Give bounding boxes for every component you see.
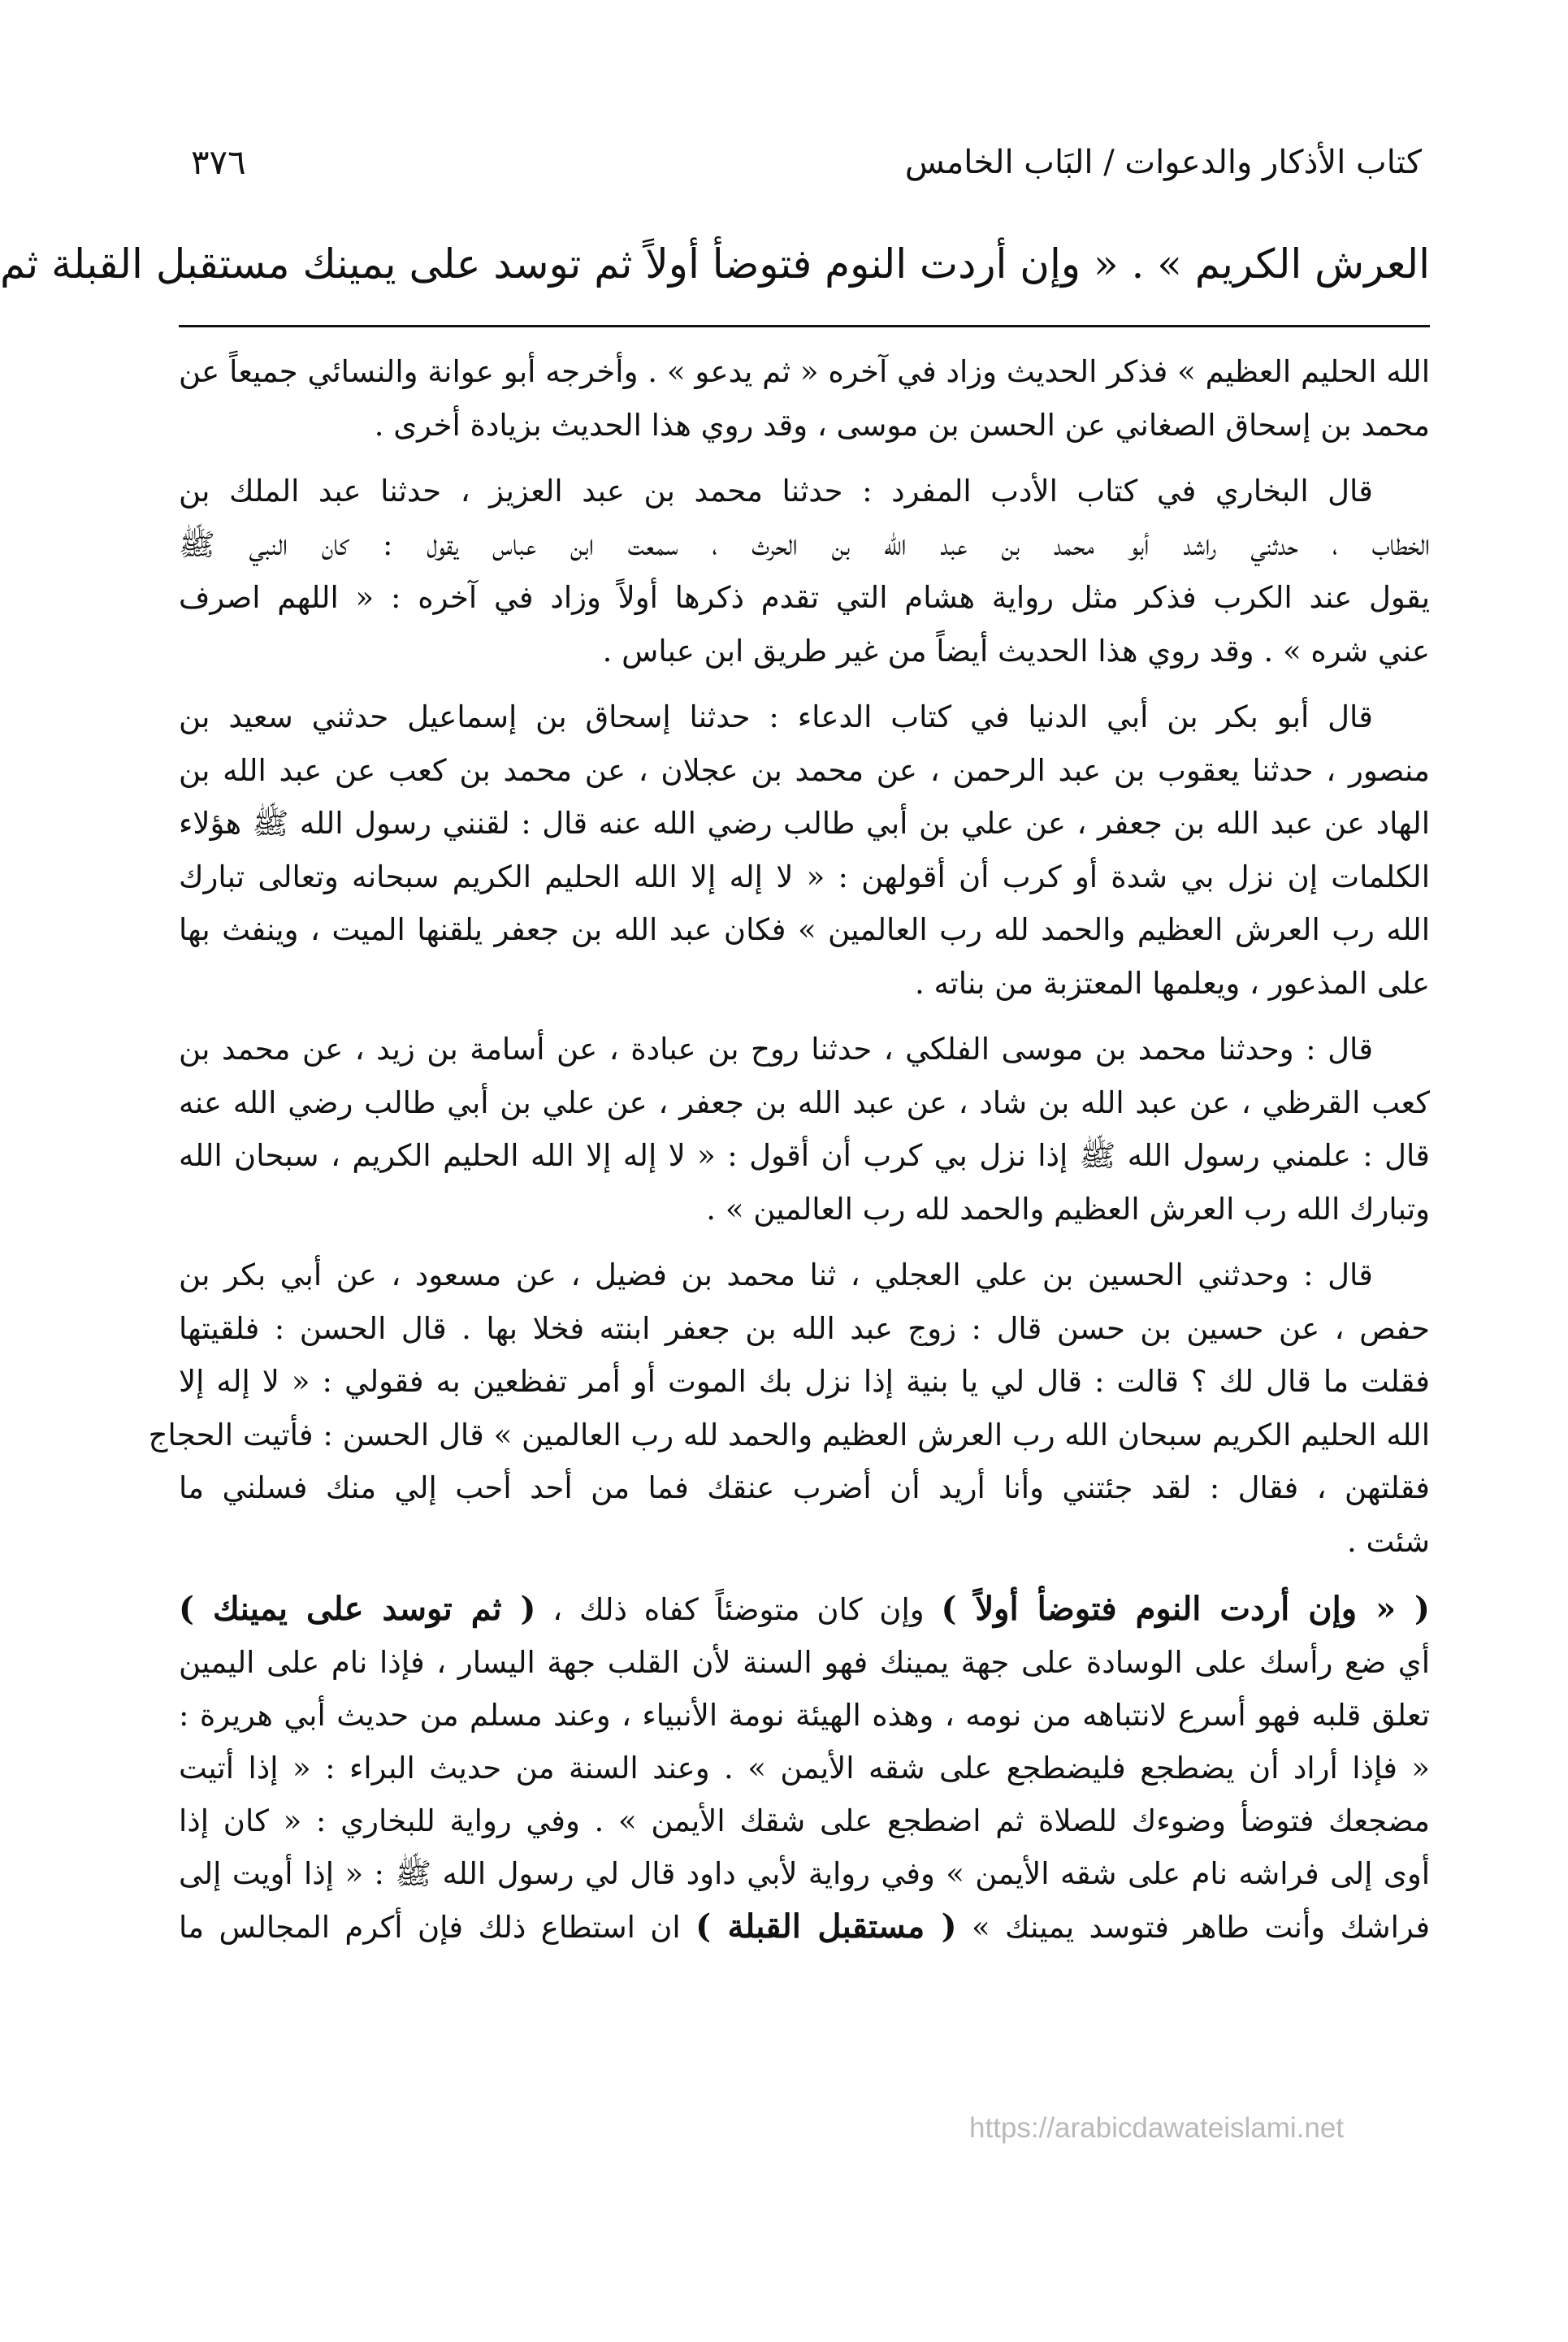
text-line: أوى إلى فراشه نام على شقه الأيمن » وفي رواية لأبي داود قال لي رسول الله ﷺ : « إذا أويت إلى xyxy=(179,1856,1430,1891)
text-line: حفص ، عن حسين بن حسن قال : زوج عبد الله بن جعفر ابنته فخلا بها . قال الحسن : فلقيتها xyxy=(179,1310,1430,1346)
text-line: الله الحليم الكريم سبحان الله رب العرش العظيم والحمد لله رب العالمين » قال الحسن : فأتيت الحجاج xyxy=(148,1417,1430,1452)
commentary-paragraph xyxy=(179,345,1430,452)
text-line: قال البخاري في كتاب الأدب المفرد : حدثنا محمد بن عبد العزيز ، حدثنا عبد الملك بن xyxy=(179,474,1373,509)
text-line: منصور ، حدثنا يعقوب بن عبد الرحمن ، عن محمد بن عجلان ، عن محمد بن كعب عن عبد الله بن xyxy=(179,752,1430,788)
text-line: فقلت ما قال لك ؟ قالت : قال لي يا بنية إذا نزل بك الموت أو أمر تفظعين به فقولي : « لا إله إلا xyxy=(179,1364,1430,1399)
text-run: ان استطاع ذلك فإن أكرم المجالس ما xyxy=(179,1910,681,1945)
text-line: الهاد عن عبد الله بن جعفر ، عن علي بن أبي طالب رضي الله عنه قال : لقنني رسول الله ﷺ هؤلاء xyxy=(179,806,1430,841)
text-line: يقول عند الكرب فذكر مثل رواية هشام التي تقدم ذكرها أولاً وزاد في آخره : « اللهم اصرف xyxy=(179,580,1430,615)
text-line: تعلق قلبه فهو أسرع لانتباهه من نومه ، وهذه الهيئة نومة الأنبياء ، وعند مسلم من حديث أبي هريرة : xyxy=(179,1698,1431,1733)
text-line: محمد بن إسحاق الصغاني عن الحسن بن موسى ، وقد روي هذا الحديث بزيادة أخرى . xyxy=(374,407,1430,443)
main-text-line: العرش الكريم » . « وإن أردت النوم فتوضأ أولاً ثم توسد على يمينك مستقبل القبلة ثم xyxy=(0,240,1430,288)
lemma-phrase: ( مستقبل القبلة ) xyxy=(695,1907,957,1946)
page-number: ٣٧٦ xyxy=(191,142,246,182)
commentary-paragraph xyxy=(179,1023,1430,1236)
text-line: قال : وحدثنا محمد بن موسى الفلكي ، حدثنا روح بن عبادة ، عن أسامة بن زيد ، عن محمد بن xyxy=(179,1032,1373,1067)
footnote-divider xyxy=(179,325,1430,327)
text-line: الله الحليم العظيم » فذكر الحديث وزاد في آخره « ثم يدعو » . وأخرجه أبو عوانة والنسائي جميعاً عن xyxy=(179,354,1430,389)
text-line: الكلمات إن نزل بي شدة أو كرب أن أقولهن : « لا إله إلا الله الحليم الكريم سبحانه وتعالى تبارك xyxy=(179,859,1430,894)
commentary-section xyxy=(148,345,1431,2228)
text-line: وتبارك الله رب العرش العظيم والحمد لله رب العالمين » . xyxy=(706,1191,1430,1227)
commentary-paragraph xyxy=(179,465,1430,677)
commentary-paragraph xyxy=(148,1249,1430,1568)
text-line: الخطاب ، حدثني راشد أبو محمد بن عبد الله بن الحرث ، سمعت ابن عباس يقول : كان النبي ﷺ xyxy=(179,526,1430,562)
text-line: فقلتهن ، فقال : لقد جئتني وأنا أريد أن أضرب عنقك فما من أحد أحب إلي منك فسلني ما xyxy=(179,1470,1430,1505)
text-line xyxy=(179,1900,1430,1954)
lemma-phrase: ( « وإن أردت النوم فتوضأ أولاً ) xyxy=(941,1590,1430,1628)
text-line: الله رب العرش العظيم والحمد لله رب العالمين » فكان عبد الله بن جعفر يلقنها الميت ، وينفث بها xyxy=(179,912,1430,947)
text-line: أي ضع رأسك على الوسادة على جهة يمينك فهو السنة لأن القلب جهة اليسار ، فإذا نام على اليمين xyxy=(179,1645,1430,1680)
explanation-section xyxy=(179,1582,1430,1954)
running-title: كتاب الأذكار والدعوات / البَاب الخامس xyxy=(904,144,1422,181)
text-line xyxy=(179,1582,1430,1636)
text-line: شئت . xyxy=(1346,1523,1430,1559)
text-line: « فإذا أراد أن يضطجع فليضطجع على شقه الأيمن » . وعند السنة من حديث البراء : « إذا أتيت xyxy=(179,1751,1430,1786)
source-watermark: https://arabicdawateislami.net xyxy=(969,2112,1345,2144)
text-line: على المذعور ، ويعلمها المعتزبة من بناته . xyxy=(915,965,1430,1001)
running-header xyxy=(191,138,1422,187)
commentary-paragraph xyxy=(179,690,1430,1010)
text-line: قال أبو بكر بن أبي الدنيا في كتاب الدعاء : حدثنا إسحاق بن إسماعيل حدثني سعيد بن xyxy=(179,699,1373,734)
lemma-phrase: ( ثم توسد على يمينك ) xyxy=(179,1590,536,1628)
text-line: قال : علمني رسول الله ﷺ إذا نزل بي كرب أن أقول : « لا إله إلا الله الحليم الكريم ، سبحان الله xyxy=(179,1138,1430,1173)
text-line: مضجعك فتوضأ وضوءك للصلاة ثم اضطجع على شقك الأيمن » . وفي رواية للبخاري : « كان إذا xyxy=(179,1803,1430,1838)
text-line: عني شره » . وقد روي هذا الحديث أيضاً من غير طريق ابن عباس . xyxy=(602,633,1430,669)
text-run: فراشك وأنت طاهر فتوسد يمينك » xyxy=(971,1910,1431,1945)
text-line: قال : وحدثني الحسين بن علي العجلي ، ثنا محمد بن فضيل ، عن مسعود ، عن أبي بكر بن xyxy=(179,1258,1373,1292)
text-line: كعب القرظي ، عن عبد الله بن شاد ، عن عبد الله بن جعفر ، عن علي بن أبي طالب رضي الله عنه xyxy=(179,1084,1430,1120)
text-run: وإن كان متوضئاً كفاه ذلك ، xyxy=(552,1592,925,1627)
